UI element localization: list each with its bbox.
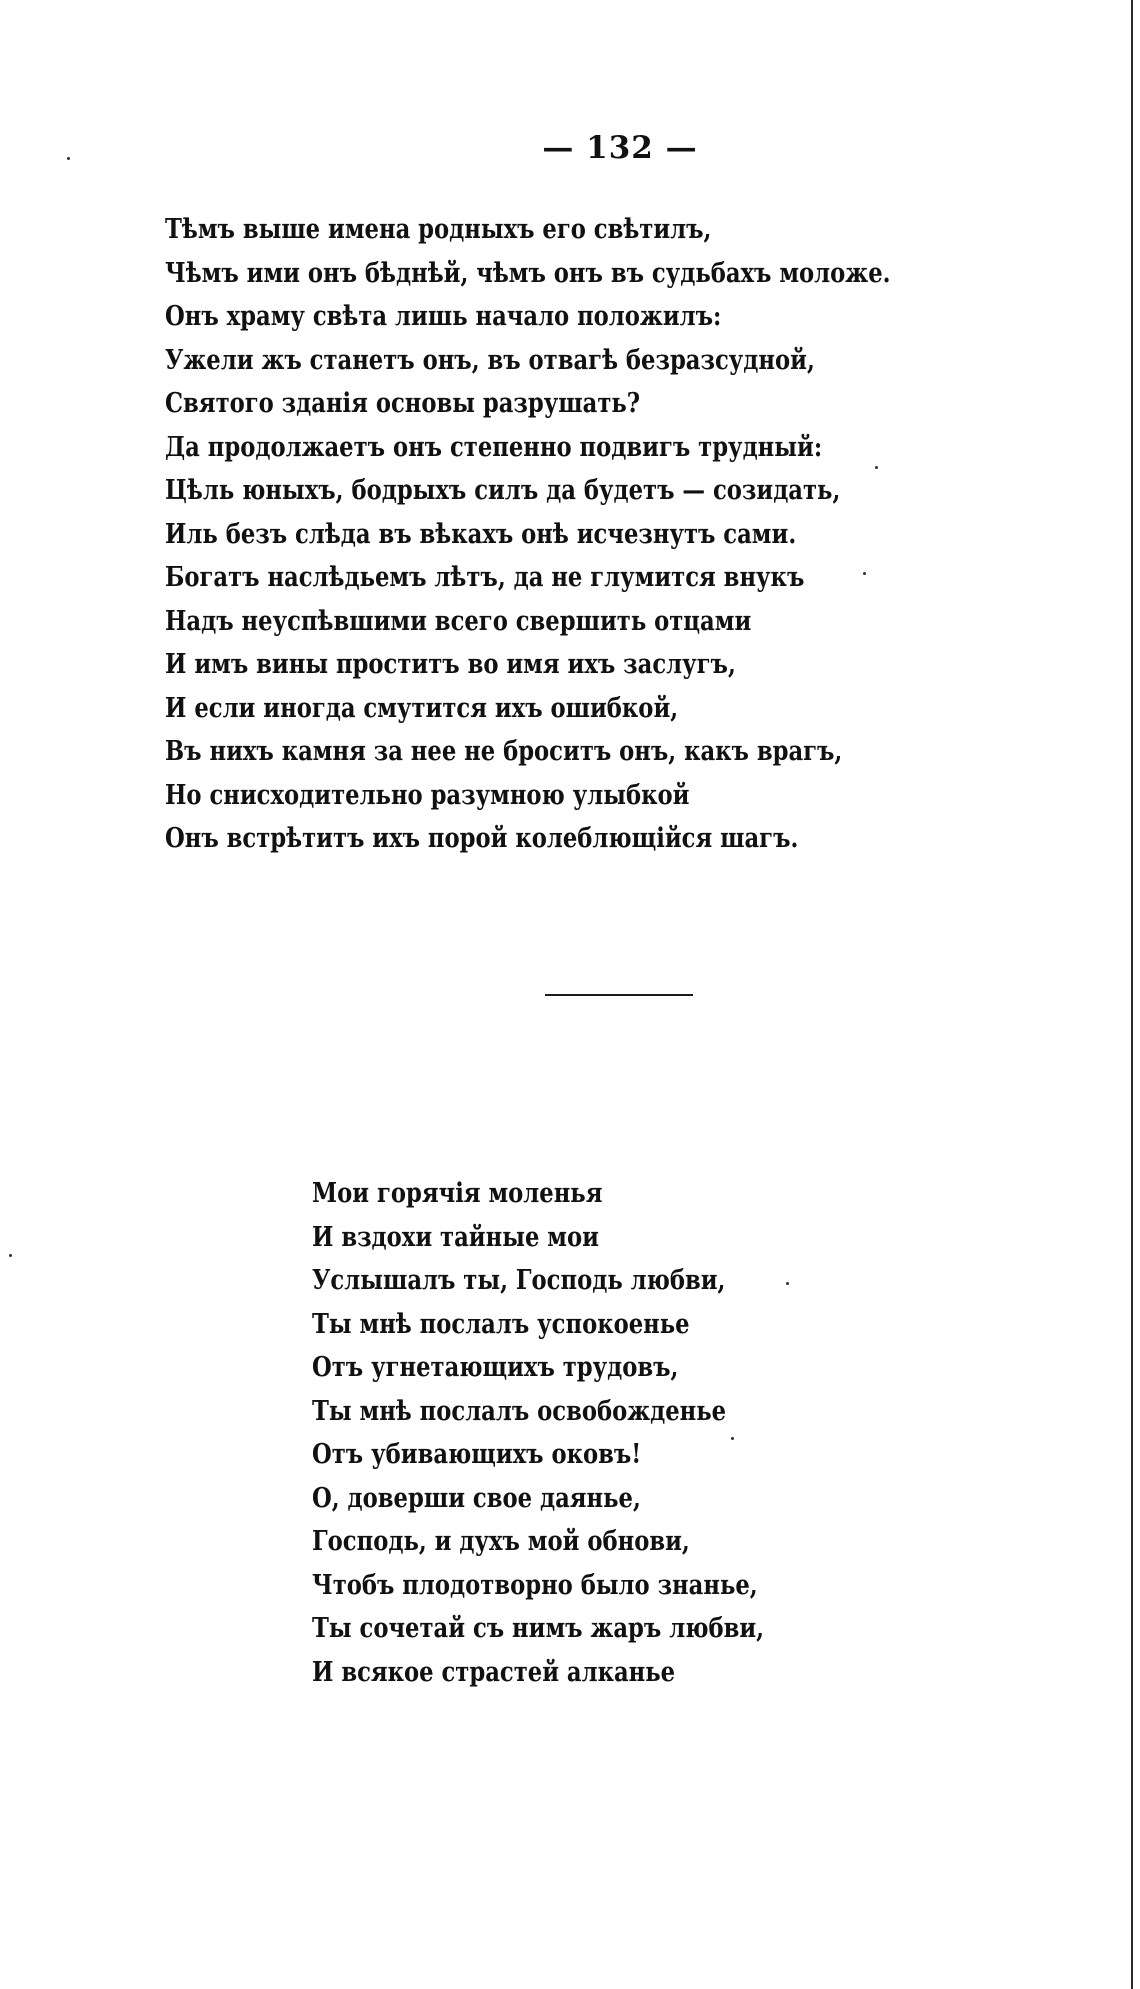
poem-line: Ужели жъ станетъ онъ, въ отвагѣ безразсудной, <box>165 344 815 376</box>
poem-line: Въ нихъ камня за нее не броситъ онъ, какъ врагъ, <box>165 736 843 767</box>
poem-line: Святого зданія основы разрушать? <box>165 388 641 419</box>
poem-line: Мои горячія моленья <box>312 1178 603 1209</box>
poem-line: И имъ вины проститъ во имя ихъ заслугъ, <box>165 649 736 680</box>
poem-line: Чтобъ плодотворно было знанье, <box>312 1569 758 1601</box>
poem-line: Цѣль юныхъ, бодрыхъ силъ да будетъ — созидать, <box>165 475 841 506</box>
poem-line: Онъ встрѣтитъ ихъ порой колеблющійся шагъ. <box>165 823 799 854</box>
poem-line: Отъ угнетающихъ трудовъ, <box>312 1352 679 1383</box>
poem-line: И вздохи тайные мои <box>312 1221 599 1253</box>
scan-speck <box>875 466 878 469</box>
poem-line: Ты сочетай съ нимъ жаръ любви, <box>312 1613 765 1644</box>
scan-speck <box>863 572 866 575</box>
page-number: — 132 — <box>542 130 698 166</box>
poem-line: Ты мнѣ послалъ освобожденье <box>312 1395 727 1427</box>
poem-line: Богатъ наслѣдьемъ лѣтъ, да не глумится внукъ <box>165 562 805 593</box>
poem-line: Тѣмъ выше имена родныхъ его свѣтилъ, <box>165 214 712 245</box>
poem-line: О, доверши свое даянье, <box>312 1482 641 1514</box>
scan-speck <box>9 1254 12 1257</box>
scan-speck <box>67 157 70 160</box>
poem-line: Иль безъ слѣда въ вѣкахъ онѣ исчезнутъ сами. <box>165 518 797 550</box>
poem-line: Да продолжаетъ онъ степенно подвигъ трудный: <box>165 431 823 463</box>
poem-line: Но снисходительно разумною улыбкой <box>165 779 690 811</box>
page-edge-line <box>1131 0 1133 1989</box>
poem-line: Услышалъ ты, Господь любви, <box>312 1265 726 1296</box>
poem-upper <box>165 208 1029 861</box>
poem-line: Отъ убивающихъ оковъ! <box>312 1439 642 1470</box>
poem-line: Онъ храму свѣта лишь начало положилъ: <box>165 301 722 332</box>
scan-speck <box>786 1282 789 1285</box>
poem-line: Ты мнѣ послалъ успокоенье <box>312 1308 690 1340</box>
poem-line: И если иногда смутится ихъ ошибкой, <box>165 692 679 724</box>
poem-lower <box>312 1172 850 1694</box>
scan-speck <box>731 1437 734 1440</box>
section-divider <box>545 994 693 996</box>
poem-line: Господь, и духъ мой обнови, <box>312 1526 690 1557</box>
poem-line: Чѣмъ ими онъ бѣднѣй, чѣмъ онъ въ судьбахъ моложе. <box>165 257 891 289</box>
poem-line: И всякое страстей алканье <box>312 1656 676 1688</box>
poem-line: Надъ неуспѣвшими всего свершить отцами <box>165 605 752 637</box>
